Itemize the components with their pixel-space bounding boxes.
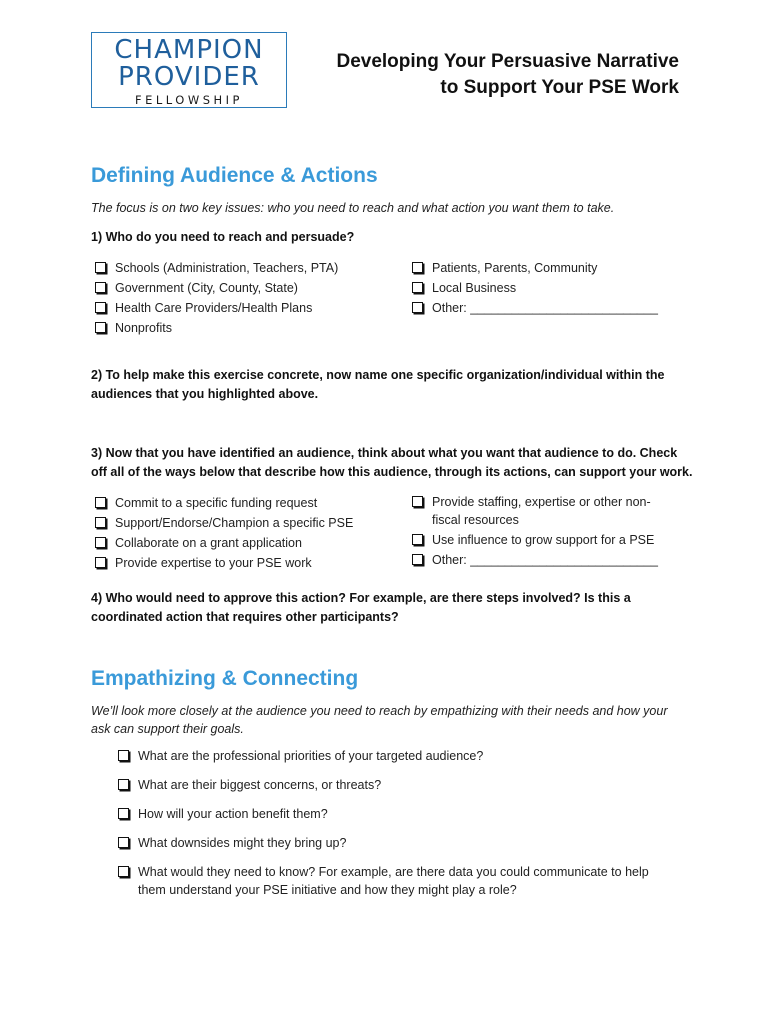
champion-provider-logo [91,32,287,108]
logo-line-champion: CHAMPION [114,35,264,65]
checkbox-icon[interactable] [412,496,423,507]
section-intro-empathizing [91,702,668,738]
checkbox-icon[interactable] [118,837,129,848]
checklist-item-label [138,865,649,897]
checkbox-icon[interactable] [95,537,106,548]
checklist-item[interactable] [93,534,353,552]
q3-options-left [93,494,353,574]
question-4-line-1: 4) Who would need to approve this action? For example, are there steps involved? Is this a [91,591,631,605]
checklist-item-label-line-1: Provide staffing, expertise or other non- [432,495,651,509]
checklist-item[interactable] [93,554,353,572]
checkbox-icon[interactable] [118,779,129,790]
question-3-line-2: off all of the ways below that describe how this audience, through its actions, can support your work. [91,465,693,479]
checklist-item[interactable] [93,514,353,532]
checklist-item-label: Commit to a specific funding request [115,496,318,510]
checklist-item[interactable] [93,494,353,512]
checkbox-icon[interactable] [95,282,106,293]
checklist-item-label-line-2: them understand your PSE initiative and how they might play a role? [138,883,517,897]
checklist-item[interactable] [116,834,649,852]
section-intro-empathizing-line-1: We’ll look more closely at the audience you need to reach by empathizing with their needs and how your [91,704,668,718]
checklist-item[interactable] [93,319,338,337]
checklist-item-label: How will your action benefit them? [138,807,328,821]
q3-options-right [410,493,658,571]
checkbox-icon[interactable] [118,750,129,761]
checkbox-icon[interactable] [95,517,106,528]
checkbox-icon[interactable] [95,497,106,508]
document-title [336,49,679,101]
checkbox-icon[interactable] [118,866,129,877]
q1-options-right [410,259,658,319]
checklist-item[interactable] [116,776,649,794]
checklist-item[interactable] [116,863,649,899]
checklist-item[interactable] [410,299,658,317]
checklist-item-label: Other: ___________________________ [432,301,658,315]
question-3-line-1: 3) Now that you have identified an audience, think about what you want that audience to do. Check [91,446,678,460]
checklist-item[interactable] [410,551,658,569]
document-title-line-1: Developing Your Persuasive Narrative [336,51,679,72]
checklist-item-label [432,495,651,527]
checklist-item-label: Use influence to grow support for a PSE [432,533,655,547]
checklist-item[interactable] [410,279,658,297]
logo-line-fellowship: FELLOWSHIP [129,93,249,107]
document-title-line-2: to Support Your PSE Work [440,77,679,98]
question-2-line-2: audiences that you highlighted above. [91,387,319,401]
checkbox-icon[interactable] [412,262,423,273]
checklist-item-label: Schools (Administration, Teachers, PTA) [115,261,339,275]
checklist-item[interactable] [93,259,338,277]
checklist-item-label: What are their biggest concerns, or threats? [138,778,382,792]
checklist-item[interactable] [116,747,649,765]
checkbox-icon[interactable] [412,554,423,565]
checkbox-icon[interactable] [412,302,423,313]
checklist-item-label: Other: ___________________________ [432,553,658,567]
question-2 [91,366,665,404]
checkbox-icon[interactable] [412,534,423,545]
checklist-item[interactable] [93,279,338,297]
checkbox-icon[interactable] [95,262,106,273]
question-3 [91,444,692,482]
checklist-item-label-line-2: fiscal resources [432,513,519,527]
checkbox-icon[interactable] [95,557,106,568]
section-intro-audience: The focus is on two key issues: who you need to reach and what action you want them to take. [91,201,615,215]
checklist-item[interactable] [410,493,658,529]
q1-options-left [93,259,338,339]
empathy-checklist [116,747,649,910]
checkbox-icon[interactable] [412,282,423,293]
checklist-item[interactable] [410,259,658,277]
checklist-item-label: What are the professional priorities of your targeted audience? [138,749,484,763]
checklist-item-label: Support/Endorse/Champion a specific PSE [115,516,354,530]
checklist-item-label: Provide expertise to your PSE work [115,556,312,570]
checklist-item-label-line-1: What would they need to know? For example, are there data you could communicate to help [138,865,649,879]
section-heading-empathizing: Empathizing & Connecting [91,667,359,690]
question-4-line-2: coordinated action that requires other participants? [91,610,399,624]
question-4 [91,589,631,627]
checklist-item[interactable] [410,531,658,549]
checklist-item-label: Government (City, County, State) [115,281,298,295]
section-heading-audience-actions: Defining Audience & Actions [91,164,378,187]
checklist-item-label: What downsides might they bring up? [138,836,347,850]
checklist-item-label: Local Business [432,281,517,295]
checklist-item-label: Nonprofits [115,321,172,335]
checklist-item[interactable] [93,299,338,317]
checklist-item-label: Collaborate on a grant application [115,536,302,550]
logo-line-provider: PROVIDER [118,62,260,92]
checkbox-icon[interactable] [118,808,129,819]
checklist-item-label: Health Care Providers/Health Plans [115,301,313,315]
checklist-item-label: Patients, Parents, Community [432,261,598,275]
section-intro-empathizing-line-2: ask can support their goals. [91,722,244,736]
checkbox-icon[interactable] [95,322,106,333]
question-1: 1) Who do you need to reach and persuade? [91,230,355,244]
checkbox-icon[interactable] [95,302,106,313]
question-2-line-1: 2) To help make this exercise concrete, now name one specific organization/individual within the [91,368,665,382]
checklist-item[interactable] [116,805,649,823]
